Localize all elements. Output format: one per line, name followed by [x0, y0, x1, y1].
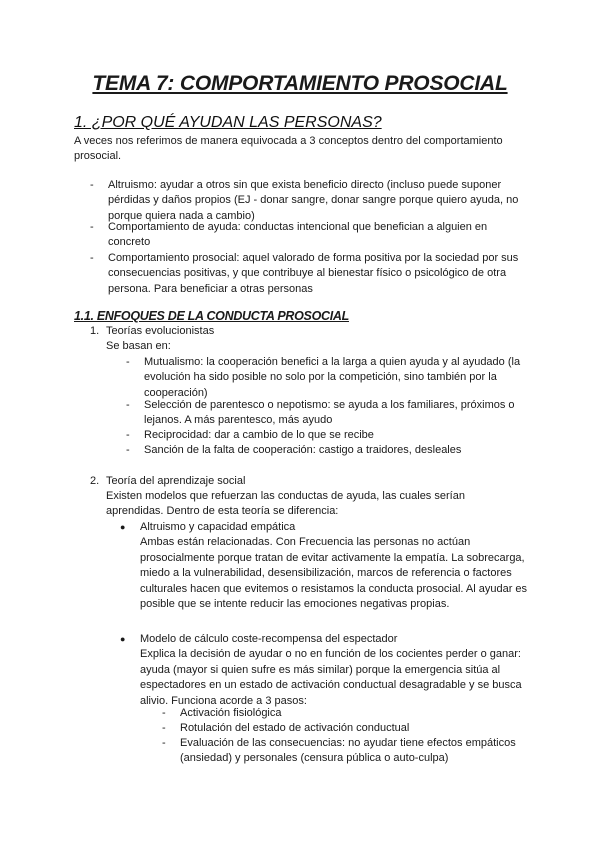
dash-marker: -: [162, 707, 166, 719]
bullet-item: [120, 632, 536, 709]
item-subtitle: Se basan en:: [106, 340, 171, 352]
dash-marker: -: [90, 252, 94, 264]
bullet-marker: ●: [120, 634, 126, 644]
item-title: Teorías evolucionistas: [106, 325, 215, 337]
point-mutualismo: Mutualismo: la cooperación benefici a la larga a quien ayuda y al ayudado (la evolución ha sido posible no solo por la competición, sino también por la cooperación): [144, 356, 521, 399]
bullet-text: Ambas están relacionadas. Con Frecuencia las personas no actúan prosocialmente porque tratan de evitar activamente la empatía. La sobrecarga, miedo a la vulnerabilidad, desensibilización, marcos de referencia o factores culturales hacen que evitemos o resistamos la conducta prosocial. Al ayudar es posible que se intente reducir las emociones negativas propias.: [140, 536, 528, 611]
item-title: Teoría del aprendizaje social: [106, 475, 246, 487]
bullet-text: Explica la decisión de ayudar o no en función de los cocientes perder o ganar: ayuda (mayor si quien sufre es más similar) porque la emergencia sitúa al espectadores en un estado de activación conductual desagradable y se busca alivio. Funciona acorde a 3 pasos:: [140, 648, 522, 707]
bullet-item: [120, 520, 536, 612]
section-1-heading: 1. ¿POR QUÉ AYUDAN LAS PERSONAS?: [74, 114, 382, 131]
list-item: [126, 428, 536, 443]
bullet-title: Altruismo y capacidad empática: [140, 521, 296, 533]
dash-marker: -: [126, 356, 130, 368]
list-item: [126, 355, 536, 401]
point-seleccion-parentesco: Selección de parentesco o nepotismo: se ayuda a los familiares, próximos o lejanos. A más parentesco, más ayudo: [144, 399, 515, 427]
numbered-item-2: [90, 474, 536, 489]
document-title: TEMA 7: COMPORTAMIENTO PROSOCIAL: [92, 72, 508, 95]
list-item: [90, 178, 536, 224]
section-1-intro: A veces nos referimos de manera equivocada a 3 conceptos dentro del comportamiento prosocial.: [74, 135, 503, 163]
concept-altruismo: Altruismo: ayudar a otros sin que exista beneficio directo (incluso puede suponer pérdidas y daños propios (EJ - donar sangre, donar sangre porque quiero ayuda, no porque quiera nada a cambio): [108, 179, 519, 222]
list-item: [162, 721, 536, 736]
list-item: [126, 443, 536, 458]
bullet-title: Modelo de cálculo coste-recompensa del espectador: [140, 633, 398, 645]
list-item: [90, 251, 536, 297]
dash-marker: -: [90, 179, 94, 191]
dash-marker: -: [162, 737, 166, 749]
numbered-item-1: [90, 324, 536, 339]
point-reciprocidad: Reciprocidad: dar a cambio de lo que se recibe: [144, 429, 374, 441]
item-number: 2.: [90, 475, 100, 487]
section-1-1-heading: 1.1. ENFOQUES DE LA CONDUCTA PROSOCIAL: [74, 309, 349, 323]
step-evaluacion: Evaluación de las consecuencias: no ayudar tiene efectos empáticos (ansiedad) y personales (censura pública o auto-culpa): [180, 737, 516, 765]
dash-marker: -: [126, 399, 130, 411]
concept-comportamiento-ayuda: Comportamiento de ayuda: conductas intencional que benefician a alguien en concreto: [108, 221, 488, 249]
item-number: 1.: [90, 325, 100, 337]
dash-marker: -: [162, 722, 166, 734]
list-item: [162, 736, 536, 767]
item-intro: Existen modelos que refuerzan las conductas de ayuda, las cuales serían aprendidas. Dentro de esta teoría se diferencia:: [106, 490, 465, 518]
dash-marker: -: [90, 221, 94, 233]
step-rotulacion: Rotulación del estado de activación conductual: [180, 722, 410, 734]
list-item: [162, 706, 536, 721]
list-item: [90, 220, 536, 251]
concept-comportamiento-prosocial: Comportamiento prosocial: aquel valorado de forma positiva por la sociedad por sus consecuencias positivas, y que contribuye al bienestar físico o psicológico de otra persona. Para beneficiar a otras personas: [108, 252, 519, 295]
point-sancion: Sanción de la falta de cooperación: castigo a traidores, desleales: [144, 444, 462, 456]
dash-marker: -: [126, 444, 130, 456]
list-item: [126, 398, 536, 429]
step-activacion: Activación fisiológica: [180, 707, 282, 719]
bullet-marker: ●: [120, 522, 126, 532]
dash-marker: -: [126, 429, 130, 441]
